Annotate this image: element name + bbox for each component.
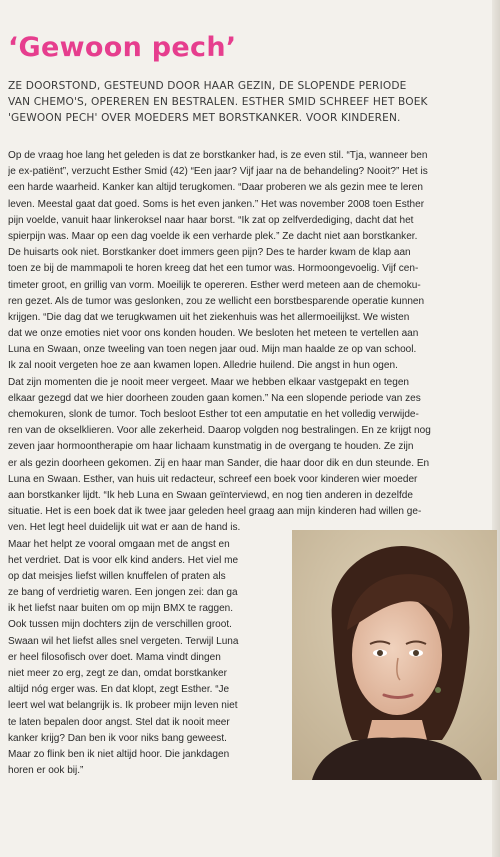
body-line: ze bang of verdrietig waren. Een jongen zei: dan ga (8, 587, 238, 599)
body-line: spierpijn was. Maar op een dag voelde ik een verharde plek.” Ze dacht niet aan borstkanker. (8, 230, 418, 242)
body-line: leert wel wat belangrijk is. Ik probeer mijn leven niet (8, 700, 238, 712)
body-line: timeter groot, en grillig van vorm. Moeilijk te opereren. Esther werd meteen aan de chemoku- (8, 279, 421, 291)
body-line: zeven jaar hormoontherapie om haar lichaam kunstmatig in de overgang te houden. Ze zijn (8, 441, 414, 453)
body-line: te laten bepalen door angst. Stel dat ik nooit meer (8, 716, 230, 728)
body-line: er als gezin doorheen gekomen. Zij en haar man Sander, die haar door dik en dun steunde. En (8, 457, 430, 469)
body-line: een harde waarheid. Kanker kan altijd terugkomen. “Daar proberen we als gezin mee te leren (8, 182, 423, 194)
body-line: ven. Het legt heel duidelijk uit wat er aan de hand is. (8, 522, 241, 534)
intro-line: VAN CHEMO'S, OPEREREN EN BESTRALEN. ESTHER SMID SCHREEF HET BOEK (8, 96, 428, 109)
article-title: ‘Gewoon pech’ (8, 32, 237, 63)
body-line: chemokuren, slonk de tumor. Toch besloot Esther tot een amputatie en het volledig verwijde- (8, 409, 419, 420)
body-line: het verdriet. Dat is voor elk kind anders. Het viel me (8, 554, 239, 566)
body-line: Ik zal nooit vergeten hoe ze aan kwamen lopen. Alledrie huilend. Die angst in hun ogen. (8, 360, 398, 372)
body-line: kanker krijg? Dan ben ik voor niks bang geweest. (8, 732, 227, 744)
body-line: toen ze bij de mammapoli te horen kreeg dat het een tumor was. Hormoongevoelig. Vijf cen- (8, 263, 419, 275)
body-line: leven. Meestal gaat dat goed. Soms is het even janken.” Het was november 2008 toen Esther (8, 198, 425, 210)
body-line: Luna en Swaan. Esther, van huis uit redacteur, schreef een boek voor kinderen wier moeder (8, 473, 418, 485)
body-line: situatie. Het is een boek dat ik twee jaar geleden heel graag aan mijn kinderen had willen ge- (8, 506, 422, 518)
portrait-illustration (292, 530, 497, 780)
body-line: ren gezet. Als de tumor was geslonken, zou ze wellicht een borstbesparende operatie kunnen (8, 295, 425, 307)
intro-line: 'GEWOON PECH' OVER MOEDERS MET BORSTKANKER. VOOR KINDEREN. (8, 112, 401, 125)
portrait-photo (292, 530, 497, 780)
body-line: aan borstkanker lijdt. “Ik heb Luna en Swaan geïnterviewd, en nog tien anderen in dezelfde (8, 489, 413, 501)
body-line: Maar het helpt ze vooral omgaan met de angst en (8, 538, 230, 550)
body-line: dat we onze emoties niet voor ons konden houden. We besloten het meteen te vertellen aan (8, 328, 419, 340)
body-line: altijd nóg erger was. En dat klopt, zegt Esther. “Je (8, 684, 230, 696)
body-line: ik het liefst naar buiten om op mijn BMX te raggen. (8, 603, 234, 615)
body-line: Op de vraag hoe lang het geleden is dat ze borstkanker had, is ze even stil. “Tja, wanneer ben (8, 150, 428, 161)
intro-line: ZE DOORSTOND, GESTEUND DOOR HAAR GEZIN, DE SLOPENDE PERIODE (8, 80, 407, 92)
body-line: niet meer zo erg, zegt ze dan, omdat borstkanker (8, 668, 227, 679)
body-line: De huisarts ook niet. Borstkanker doet immers geen pijn? Des te harder kwam de klap aan (8, 247, 411, 259)
body-line: op dat meisjes liefst willen knuffelen of praten als (8, 570, 226, 582)
body-line: horen er ook bij.” (8, 765, 84, 777)
body-line: krijgen. “Die dag dat we terugkwamen uit het ziekenhuis was het allermoeilijkst. We wisten (8, 311, 410, 323)
body-line: ren van de okselklieren. Voor alle zekerheid. Daarop volgden nog bestralingen. En ze krijgt nog (8, 425, 431, 437)
body-line: Dat zijn momenten die je nooit meer vergeet. Maar we hebben elkaar vastgepakt en tegen (8, 376, 409, 388)
body-line: je ex-patiënt”, verzucht Esther Smid (42) “Een jaar? Vijf jaar na de behandeling? Nooit?” Het is (8, 166, 428, 178)
body-line: elkaar gezegd dat we hier doorheen zouden gaan komen.” Na een slopende periode van zes (8, 392, 421, 404)
body-line: Swaan wil het liefst alles snel vergeten. Terwijl Luna (8, 635, 239, 647)
body-line: Maar zo flink ben ik niet altijd hoor. Die jankdagen (8, 748, 230, 760)
article-intro (8, 78, 494, 127)
body-line: er heel filosofisch over doet. Mama vindt dingen (8, 651, 221, 663)
body-line: Luna en Swaan, onze tweeling van toen negen jaar oud. Mijn man haalde ze op van school. (8, 344, 417, 356)
body-line: pijn voelde, vanuit haar linkeroksel naar haar borst. “Ik zat op zelfverdediging, dacht dat het (8, 214, 414, 226)
body-line: Ook tussen mijn dochters zijn de verschillen groot. (8, 619, 232, 631)
